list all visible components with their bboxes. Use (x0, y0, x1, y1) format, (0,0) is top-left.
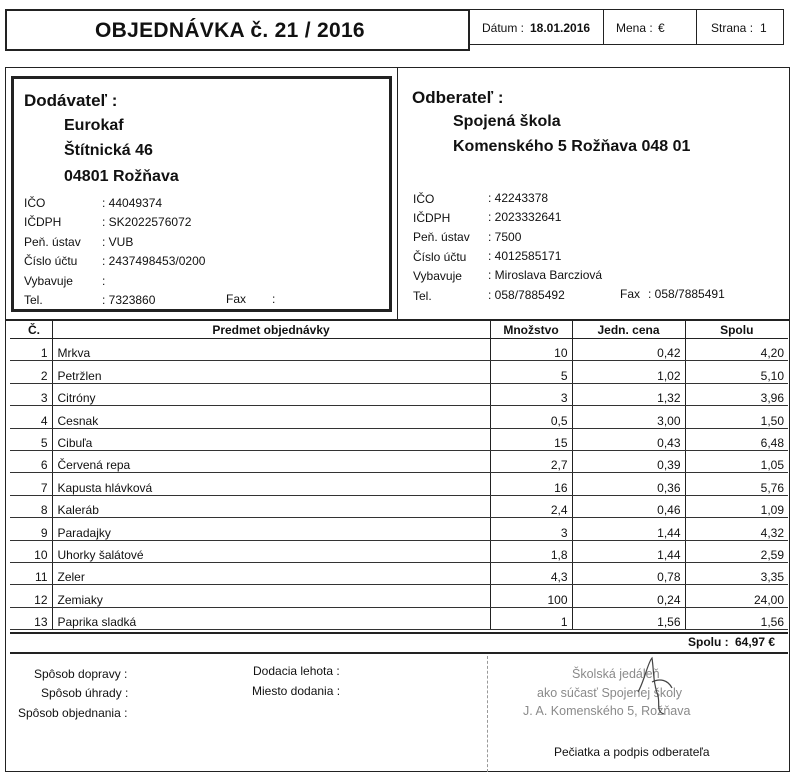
customer-field-value: : 058/7885492 (488, 288, 565, 302)
table-row (10, 428, 788, 450)
row-unit-price: 1,02 (572, 361, 685, 383)
supplier-fax-value: : (272, 292, 276, 306)
row-total: 1,05 (685, 450, 788, 472)
customer-field-label: Peň. ústav (413, 230, 470, 244)
supplier-street: Štítnická 46 (64, 142, 153, 159)
row-item: Zeler (52, 562, 490, 584)
row-total: 2,59 (685, 540, 788, 562)
row-total: 24,00 (685, 585, 788, 607)
row-item: Citróny (52, 383, 490, 405)
row-quantity: 3 (490, 383, 572, 405)
row-number: 5 (10, 428, 52, 450)
date-label: Dátum : (482, 21, 525, 35)
supplier-field-label: Tel. (24, 293, 43, 307)
signature-separator (487, 656, 488, 772)
transport-label: Spôsob dopravy : (34, 667, 128, 681)
row-number: 6 (10, 450, 52, 472)
table-row (10, 383, 788, 405)
row-item: Mrkva (52, 339, 490, 361)
customer-field-value: : 42243378 (488, 191, 549, 205)
sum-value: 64,97 € (735, 635, 776, 649)
row-total: 1,50 (685, 406, 788, 428)
row-quantity: 4,3 (490, 562, 572, 584)
customer-field-label: IČO (413, 192, 435, 206)
row-item: Červená repa (52, 450, 490, 472)
row-unit-price: 0,39 (572, 450, 685, 472)
table-row (10, 607, 788, 629)
row-total: 3,35 (685, 562, 788, 584)
row-total: 4,32 (685, 518, 788, 540)
supplier-heading: Dodávateľ : (24, 91, 118, 110)
row-item: Cibuľa (52, 428, 490, 450)
customer-address: Komenského 5 Rožňava 048 01 (453, 138, 691, 155)
row-unit-price: 0,78 (572, 562, 685, 584)
delivery-place-label: Miesto dodania : (252, 684, 341, 698)
col-header-total: Spolu (685, 321, 788, 339)
row-total: 5,76 (685, 473, 788, 495)
supplier-city: 04801 Rožňava (64, 168, 179, 185)
customer-field-value: : Miroslava Barcziová (488, 268, 603, 282)
customer-field-value: : 7500 (488, 230, 522, 244)
customer-field-label: Vybavuje (413, 269, 462, 283)
row-number: 13 (10, 607, 52, 629)
supplier-field-value: : VUB (102, 235, 134, 249)
col-header-number: Č. (10, 321, 52, 339)
currency-label: Mena : (616, 21, 653, 35)
customer-field-label: IČDPH (413, 211, 451, 225)
table-row (10, 562, 788, 584)
row-quantity: 100 (490, 585, 572, 607)
date-value: 18.01.2016 (530, 21, 591, 35)
row-total: 1,09 (685, 495, 788, 517)
signature-caption: Pečiatka a podpis odberateľa (554, 745, 710, 759)
table-row (10, 585, 788, 607)
row-quantity: 0,5 (490, 406, 572, 428)
page-value: 1 (760, 21, 767, 35)
customer-field-value: : 2023332641 (488, 210, 562, 224)
order-method-label: Spôsob objednania : (18, 706, 128, 720)
stamp-line: ako súčasť Spojenej školy (537, 686, 683, 700)
row-item: Paradajky (52, 518, 490, 540)
row-number: 1 (10, 339, 52, 361)
row-item: Kaleráb (52, 495, 490, 517)
row-unit-price: 0,42 (572, 339, 685, 361)
supplier-field-label: IČO (24, 196, 46, 210)
row-total: 3,96 (685, 383, 788, 405)
supplier-field-label: Vybavuje (24, 274, 73, 288)
row-number: 2 (10, 361, 52, 383)
row-total: 5,10 (685, 361, 788, 383)
supplier-field-value: : SK2022576072 (102, 215, 192, 229)
customer-fax-label: Fax (620, 287, 641, 301)
customer-field-label: Číslo účtu (413, 250, 467, 264)
party-divider (397, 68, 398, 320)
customer-field-label: Tel. (413, 289, 432, 303)
stamp-line: Školská jedáleň (572, 667, 660, 681)
row-number: 9 (10, 518, 52, 540)
row-total: 4,20 (685, 339, 788, 361)
row-item: Paprika sladká (52, 607, 490, 629)
row-quantity: 1,8 (490, 540, 572, 562)
supplier-field-label: Číslo účtu (24, 254, 78, 268)
supplier-fax-label: Fax (226, 292, 247, 306)
row-number: 10 (10, 540, 52, 562)
row-quantity: 2,4 (490, 495, 572, 517)
stamp-line: J. A. Komenského 5, Rožňava (523, 704, 691, 718)
customer-heading: Odberateľ : (412, 88, 504, 107)
row-number: 11 (10, 562, 52, 584)
row-unit-price: 1,56 (572, 607, 685, 629)
row-quantity: 15 (490, 428, 572, 450)
row-quantity: 10 (490, 339, 572, 361)
row-number: 12 (10, 585, 52, 607)
table-row (10, 473, 788, 495)
table-row (10, 361, 788, 383)
row-item: Uhorky šalátové (52, 540, 490, 562)
page-label: Strana : (711, 21, 754, 35)
row-item: Zemiaky (52, 585, 490, 607)
row-quantity: 16 (490, 473, 572, 495)
sum-label: Spolu : (688, 635, 729, 649)
row-number: 3 (10, 383, 52, 405)
row-item: Cesnak (52, 406, 490, 428)
supplier-field-value: : 7323860 (102, 293, 156, 307)
row-unit-price: 0,46 (572, 495, 685, 517)
signature-icon (620, 652, 690, 722)
table-header-row (10, 321, 788, 339)
supplier-field-value: : 44049374 (102, 196, 163, 210)
row-quantity: 3 (490, 518, 572, 540)
table-row (10, 406, 788, 428)
row-unit-price: 1,44 (572, 540, 685, 562)
supplier-field-label: Peň. ústav (24, 235, 81, 249)
table-row (10, 540, 788, 562)
row-unit-price: 3,00 (572, 406, 685, 428)
row-unit-price: 1,32 (572, 383, 685, 405)
row-number: 8 (10, 495, 52, 517)
col-header-unit-price: Jedn. cena (572, 321, 685, 339)
currency-value: € (658, 21, 665, 35)
sum-row-rule (10, 632, 788, 634)
supplier-field-value: : 2437498453/0200 (102, 254, 206, 268)
row-item: Petržlen (52, 361, 490, 383)
row-unit-price: 1,44 (572, 518, 685, 540)
supplier-field-value: : (102, 274, 106, 288)
row-total: 6,48 (685, 428, 788, 450)
supplier-field-label: IČDPH (24, 215, 62, 229)
table-row (10, 518, 788, 540)
col-header-item: Predmet objednávky (52, 321, 490, 339)
row-unit-price: 0,43 (572, 428, 685, 450)
row-number: 7 (10, 473, 52, 495)
col-header-quantity: Množstvo (490, 321, 572, 339)
row-quantity: 1 (490, 607, 572, 629)
row-item: Kapusta hlávková (52, 473, 490, 495)
payment-label: Spôsob úhrady : (41, 686, 129, 700)
row-total: 1,56 (685, 607, 788, 629)
supplier-name: Eurokaf (64, 117, 124, 134)
items-table (10, 321, 788, 630)
document-title: OBJEDNÁVKA č. 21 / 2016 (95, 19, 365, 42)
delivery-time-label: Dodacia lehota : (253, 664, 340, 678)
table-row (10, 339, 788, 361)
row-unit-price: 0,24 (572, 585, 685, 607)
customer-name: Spojená škola (453, 113, 561, 130)
customer-fax-value: : 058/7885491 (648, 287, 725, 301)
table-row (10, 495, 788, 517)
row-number: 4 (10, 406, 52, 428)
row-unit-price: 0,36 (572, 473, 685, 495)
table-row (10, 450, 788, 472)
customer-field-value: : 4012585171 (488, 249, 562, 263)
row-quantity: 5 (490, 361, 572, 383)
row-quantity: 2,7 (490, 450, 572, 472)
